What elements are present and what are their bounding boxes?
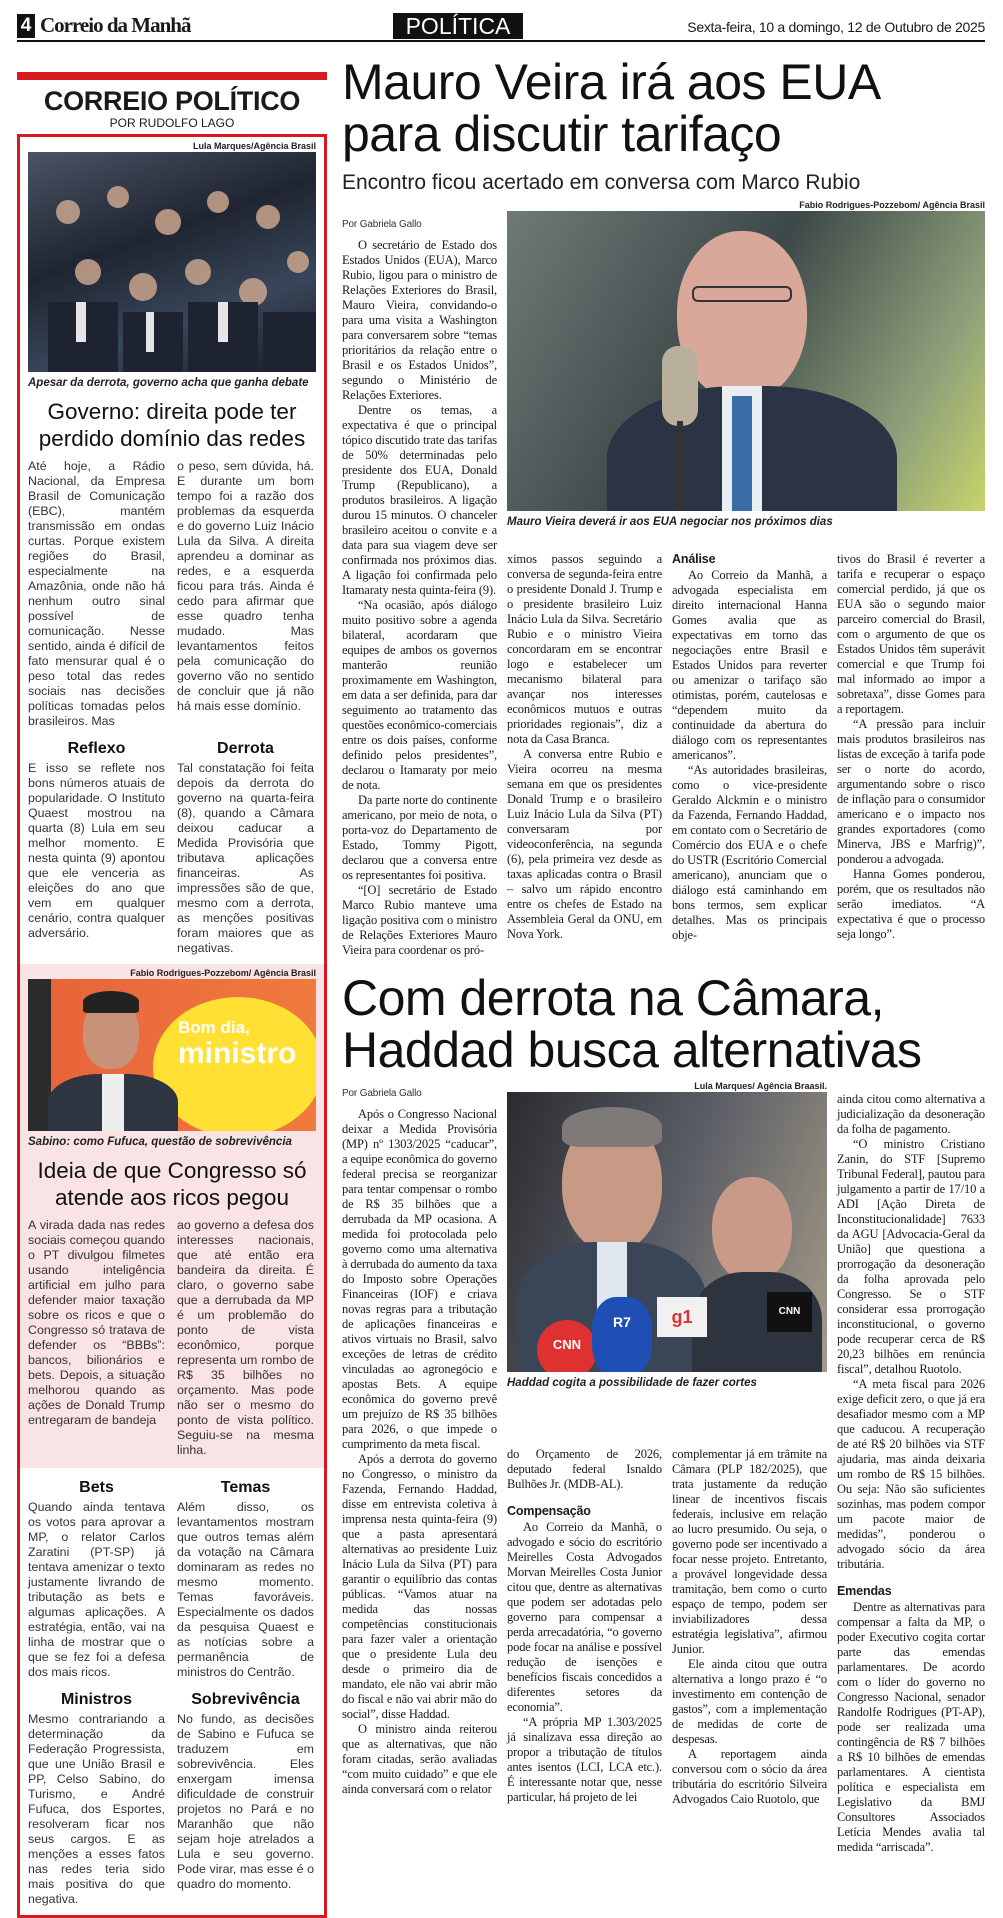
article-column	[507, 1447, 662, 1805]
article-deck: Encontro ficou acertado em conversa com Marco Rubio	[342, 171, 861, 194]
article-paragraph: O secretário de Estado dos Estados Unidos (EUA), Marco Rubio, ligou para o ministro de Relações Exteriores do Brasil, Mauro Vieira, convidando-o para uma visita a Washington para conversarem sobre “temas prioritários da relação entre o Brasil e os Estados Unidos”, segundo o Ministério de Relações Exteriores.	[342, 238, 497, 402]
article-paragraph: do Orçamento de 2026, deputado federal Isnaldo Bulhões Jr. (MDB-AL).	[507, 1446, 662, 1491]
article-paragraph: ximos passos seguindo a conversa de segunda-feira entre o presidente Donald J. Trump e o presidente brasileiro Luiz Inácio Lula da Silva. Secretário Rubio e o ministro Vieira concordaram em se encontrar logo e estabelecer um mecanismo bilateral para avançar nos interesses econômicos mutuos e outras prioridades regionais”, diz a nota da Casa Branca.	[507, 552, 662, 746]
mic-logo: CNN	[767, 1292, 812, 1332]
sidebar-subhead: Reflexo	[67, 740, 126, 757]
article-paragraph: “As autoridades brasileiras, como o vice-presidente Geraldo Alckmin e o ministro da Fazenda, Fernando Haddad, em contato com o Secretário de Comércio dos EUA e o chefe do USTR (Escritório Comercial americano), anunciam que o diálogo está caminhando em bons termos, sem explicar detalhes. Mas os principais obje-	[672, 763, 827, 942]
photo-caption: Haddad cogita a possibilidade de fazer cortes	[507, 1377, 757, 1389]
sidebar-subhead: Bets	[79, 1479, 114, 1496]
article-column	[837, 1080, 985, 1855]
show-logo: Bom dia, ministro	[178, 1018, 297, 1070]
sidebar-subhead: Temas	[220, 1479, 271, 1496]
article-paragraph: A conversa entre Rubio e Vieira ocorreu na mesma semana em que os presidentes Donald Trump e o brasileiro Luiz Inácio Lula da Silva (PT) conversaram por videoconferência, na segunda (6), pela primeira vez desde as taxas aplicadas contra o Brasil – salvo um rápido encontro entre os chefes de Estado na Assembleia Geral da ONU, em Nova York.	[507, 747, 662, 941]
sidebar-text: Até hoje, a Rádio Nacional, da Empresa Brasil de Comunicação (EBC), mantém transmissão em ondas curtas. Porque existem regiões do Brasil, especialmente na Amazônia, onde não há nenhum outro sinal possível de comunicação. Nesse sentido, ainda é difícil de fato mensurar qual é o peso total das redes sociais nas decisões políticas tomadas pelos brasileiros. Mas	[28, 459, 165, 728]
article-paragraph: ainda citou como alternativa a judicialização da desoneração da folha de pagamento.	[837, 1092, 985, 1136]
article-haddad	[342, 972, 985, 1855]
highlight-box	[20, 964, 324, 1468]
photo-credit: Lula Marques/Agência Brasil	[192, 141, 316, 151]
photo-caption: Mauro Vieira deverá ir aos EUA negociar nos próximos dias	[507, 516, 833, 528]
article-paragraph: “A própria MP 1.303/2025 já sinalizava essa direção ao propor a tributação de títulos antes isentos (LCI, LCA etc.). É interessante notar que, nesse particular, há projeto de lei	[507, 1714, 662, 1804]
article-paragraph: O ministro ainda reiterou que as alternativas, que não foram citadas, serão avaliadas “com muito cuidado” e que ele ainda conversará com o relator	[342, 1722, 497, 1796]
column-accent-bar	[17, 72, 327, 80]
photo-block	[507, 199, 985, 537]
article-paragraph: Dentre os temas, a expectativa é que o principal tópico discutido trate das tarifas de 50% determinadas pelo presidente dos EUA, Donald Trump (Republicano), a produtos brasileiros. A ligação durou 15 minutos. O chanceler brasileiro aceitou o convite e a data para sua viagem deve ser confirmada nos próximos dias. A ligação foi confirmada pelo Itamaraty nesta quinta-feira (9).	[342, 403, 497, 597]
column-byline: POR RUDOLFO LAGO	[109, 116, 235, 130]
sidebar-text: Tal constatação foi feita depois da derrota do governo na quarta-feira (8), quando a Câmara deixou caducar a Medida Provisória que tributava aplicações financeiras. As impressões são de que, mesmo com a derrota, as menções positivas foram maiores que as negativas.	[177, 761, 314, 955]
photo-block	[507, 1080, 827, 1398]
sidebar-text: Mesmo contrariando a determinação da Federação Progressista, que une União Brasil e PP, Celso Sabino, do Turismo, e André Fufuca, dos Esportes, resolveram ficar nos seus cargos. E as menções a esses fatos nas redes teria sido mais positiva do que negativa.	[28, 1712, 165, 1906]
article-subhead: Compensação	[507, 1503, 591, 1518]
crowd-illustration	[28, 152, 316, 372]
column-frame	[17, 134, 327, 1918]
sidebar-text: o peso, sem dúvida, há. E durante um bom tempo foi a razão dos problemas da esquerda e do governo Luiz Inácio Lula da Silva. A direita aprendeu a dominar as redes, e a esquerda ficou para trás. Ainda é cedo para afirmar que esse quadro tenha mudado. Mas levantamentos feitos pela comunicação do governo vão no sentido de concluir que já não há mais esse domínio.	[177, 459, 314, 713]
sidebar-subhead: Sobrevivência	[191, 1691, 300, 1708]
article-paragraph: “[O] secretário de Estado Marco Rubio manteve uma ligação positiva com o ministro de Relações Exteriores Mauro Vieira para coordenar os pró-	[342, 883, 497, 957]
sidebar-headline: Governo: direita pode ter perdido domínio das redes	[38, 399, 306, 451]
article-byline: Por Gabriela Gallo	[342, 1088, 422, 1099]
article-paragraph: complementar já em trâmite na Câmara (PLP 182/2025), que trata justamente da redução linear de incentivos fiscais federais, inclusive em relação ao lucro presumido. Ou seja, o governo pode ser incentivado a focar nesse projeto. Entretanto, a provável longevidade dessa tramitação, bem como o curto espaço de tempo, podem ser inviabilizadores dessa estratégia legislativa”, afirmou Junior.	[672, 1446, 827, 1656]
mic-logo: g1	[657, 1297, 707, 1337]
section-label: POLÍTICA	[393, 13, 523, 39]
article-paragraph: Dentre as alternativas para compensar a falta da MP, o poder Executivo cogita cortar parte das emendas parlamentares. De acordo com o líder do governo no Congresso Nacional, senador Randolfe Rodrigues (PT-AP), pode ser realizada uma contingência de R$ 7 bilhões a R$ 10 bilhões de emendas parlamentares. A cientista política e especialista em Legislativo da BMJ Consultores Associados Letícia Mendes avalia tal medida “arriscada”.	[837, 1600, 985, 1854]
photo-caption: Apesar da derrota, governo acha que ganha debate	[28, 377, 309, 389]
article-column	[837, 552, 985, 942]
article-column	[507, 552, 662, 942]
photo-haddad	[507, 1092, 827, 1372]
photo-chamber-crowd	[28, 152, 316, 372]
article-paragraph: Hanna Gomes ponderou, porém, que os resultados não serão imediatos. “A expectativa é que o processo seja longo”.	[837, 867, 985, 941]
article-paragraph: “A meta fiscal para 2026 exige deficit zero, o que já era desafiador mesmo com a MP que caducou. A recuperação de até R$ 20 bilhões via STF ajudaria, mas ainda deixaria um rombo de R$ 15 bilhões. Ou seja: Não são suficientes sozinhas, mas podem compor um pacote maior de medidas”, ponderou o advogado sócio da área tributária.	[837, 1377, 985, 1571]
sidebar-text: Além disso, os levantamentos mostram que outros temas além da votação na Câmara dominaram as redes no mesmo momento. Temas favoráveis. Especialmente os dados da pesquisa Quaest e as notícias sobre a permanência de ministros do Centrão.	[177, 1500, 314, 1679]
article-paragraph: Ele ainda citou que outra alternativa a longo prazo é “o investimento em contenção de gastos”, com a implementação de medidas de corte de despesas.	[672, 1656, 827, 1746]
article-headline: Com derrota na Câmara, Haddad busca alternativas	[342, 970, 922, 1078]
article-subhead: Emendas	[837, 1584, 892, 1598]
article-subhead: Análise	[672, 552, 716, 566]
article-paragraph: Ao Correio da Manhã, o advogado e sócio do escritório Meirelles Costa Advogados Morvan Meirelles Costa Junior citou que, dentre as alternativas que podem ser adotadas pelo governo para compensar a perda arrecadatória, “o governo pode focar na análise e possível redução de isenções e benefícios fiscais concedidos a diferentes setores da economia”.	[507, 1519, 662, 1714]
article-paragraph: Após a derrota do governo no Congresso, o ministro da Fazenda, Fernando Haddad, disse em entrevista coletiva à imprensa nesta quinta-feira (9) que a pasta apresentará alternativas ao presidente Luiz Inácio Lula da Silva (PT) para garantir o equilíbrio das contas públicas. “Vamos atuar na medida das nossas competências constitucionais para fazer valer a orientação que o presidente Lula deu desde o primeiro dia de mandato, ele não vai abrir mão do fiscal e não vai abrir mão do social”, disse Haddad.	[342, 1452, 497, 1721]
article-byline: Por Gabriela Gallo	[342, 219, 422, 230]
article-headline: Mauro Veira irá aos EUA para discutir tarifaço	[342, 54, 881, 162]
main-articles	[342, 56, 985, 1855]
article-paragraph: Da parte norte do continente americano, por meio de nota, o porta-voz do Departamento de Estado, Tommy Pigott, declarou que a conversa entre os representantes foi positiva.	[342, 793, 497, 882]
newspaper-brand: Correio da Manhã	[40, 13, 191, 37]
article-paragraph: “Na ocasião, após diálogo muito positivo sobre a agenda bilateral, acordaram que equipes de ambos os governos manterão reunião proximamente em Washington, em data a ser definida, para dar seguimento ao tratamento das questões econômico-comerciais entre os dois países, conforme definido pelos presidentes”, declarou o Itamaraty por meio de nota.	[342, 598, 497, 792]
photo-mauro-vieira	[507, 211, 985, 511]
header-divider	[17, 40, 985, 42]
mic-logo: CNN	[537, 1320, 597, 1372]
mic-logo: R7	[592, 1297, 652, 1372]
issue-date: Sexta-feira, 10 a domingo, 12 de Outubro de 2025	[687, 19, 985, 35]
sidebar-text: E isso se reflete nos bons números atuais de popularidade. O Instituto Quaest mostrou na quarta (8) Lula em seu melhor momento. E nesta quinta (9) apontou que ele venceria as eleições do ano que vem em qualquer cenário, contra qualquer adversário.	[28, 761, 165, 940]
political-column	[17, 72, 327, 1918]
sidebar-headline: Ideia de que Congresso só atende aos ricos pegou	[37, 1158, 307, 1210]
article-paragraph: Ao Correio da Manhã, a advogada especialista em direito internacional Hanna Gomes avalia que as expectativas em torno das negociações entre Brasil e Estados Unidos para reverter ou amenizar o tarifaço são otimistas, porém, cautelosas e “dependem muito da continuidade da abertura do diálogo com os representantes americanos”.	[672, 568, 827, 762]
article-column	[672, 1447, 827, 1807]
photo-sabino	[28, 979, 316, 1131]
article-paragraph: Após o Congresso Nacional deixar a Medida Provisória (MP) nº 1303/2025 “caducar”, a equipe econômica do governo federal precisa se reorganizar para tentar compensar o rombo de R$ 35 bilhões que a derrubada da MP ocasiona. A medida foi protocolada pelo governo como uma alternativa à derrubada do aumento da taxa do Imposto sobre Operações Financeiras (IOF) e criava novas regras para a tributação de aplicações financeiras e ativos virtuais no Brasil, salvo exceções de letras de crédito vinculadas ao agronegócio e apostas Bets. A equipe econômica do governo prevê um prejuízo de R$ 35 bilhões para 2026, o que impede o cumprimento da meta fiscal.	[342, 1107, 497, 1451]
photo-caption: Sabino: como Fufuca, questão de sobrevivência	[28, 1136, 292, 1148]
photo-credit: Fabio Rodrigues-Pozzebom/ Agência Brasil	[799, 200, 985, 210]
article-paragraph: “A pressão para incluir mais produtos brasileiros nas listas de exceção à tarifa pode ser o norte do acordo, argumentando sobre o risco de inflação para o consumidor americano e o impacto nos grandes exportadores (como Minerva, JBS e Marfrig)”, ponderou a advogada.	[837, 717, 985, 866]
article-paragraph: tivos do Brasil é reverter a tarifa e recuperar o espaço comercial perdido, já que os EUA são o segundo maior parceiro comercial do Brasil, com o argumento de que os Estados Unidos têm superávit comercial e que Trump foi mal informado ao impor a sobretaxa”, disse Gomes para a reportagem.	[837, 552, 985, 716]
photo-credit: Lula Marques/ Agência Braasil.	[694, 1081, 827, 1091]
article-column	[672, 552, 827, 943]
sidebar-text: No fundo, as decisões de Sabino e Fufuca se traduzem em sobrevivência. Eles enxergam imensa dificuldade de construir projetos no Pará e no Maranhão que não sejam hoje atrelados a Lula e seu governo. Pode virar, mas esse é o quadro do momento.	[177, 1712, 314, 1891]
sidebar-text: A virada dada nas redes sociais começou quando o PT divulgou filmetes usando inteligência artificial em julho para defender maior taxação sobre os ricos e que o Congresso só tratava de defender os “BBBs”: bancos, bilionários e bets. Depois, a situação melhorou quando as ações de Donald Trump entregaram de bandeja	[28, 1218, 165, 1427]
sidebar-text: ao governo a defesa dos interesses nacionais, que até então era bandeira da direita. É claro, o governo sabe que a derrubada da MP é um problemão do ponto de vista econômico, porque representa um rombo de R$ 35 bilhões no orçamento. Mas pode não ser o mesmo do ponto de vista político. Seguiu-se na mesma linha.	[177, 1218, 314, 1457]
sidebar-subhead: Derrota	[217, 740, 274, 757]
column-title: CORREIO POLÍTICO	[43, 86, 301, 116]
article-paragraph: A reportagem ainda conversou com o sócio da área tributária do escritório Silveira Advogados Caio Ruotolo, que	[672, 1746, 827, 1806]
article-tarifaco	[342, 56, 985, 958]
photo-credit: Fabio Rodrigues-Pozzebom/ Agência Brasil	[130, 968, 316, 978]
sidebar-subhead: Ministros	[60, 1691, 133, 1708]
page-number: 4	[17, 14, 35, 38]
sidebar-text: Quando ainda tentava os votos para aprovar a MP, o relator Carlos Zaratini (PT-SP) já tentava amenizar o texto justamente livrando de tributação as bets e algumas aplicações. A estratégia, então, vai na linha de mostrar que o que se fez foi a defesa dos mais ricos.	[28, 1500, 165, 1679]
article-column	[342, 1080, 497, 1797]
article-paragraph: “O ministro Cristiano Zanin, do STF [Supremo Tribunal Federal], pautou para julgamento a partir de 17/10 a ADI [Ação Direta de Inconstitucionalidade] 7633 da AGU [Advocacia-Geral da União] que questiona a prorrogação da desoneração da folha aprovada pelo Congresso. Se o STF considerar essa prorrogação inconstitucional, o governo pode recuperar cerca de R$ 20,23 bilhões em renúncia fiscal”, detalhou Ruotolo.	[837, 1137, 985, 1376]
article-column	[342, 199, 497, 958]
